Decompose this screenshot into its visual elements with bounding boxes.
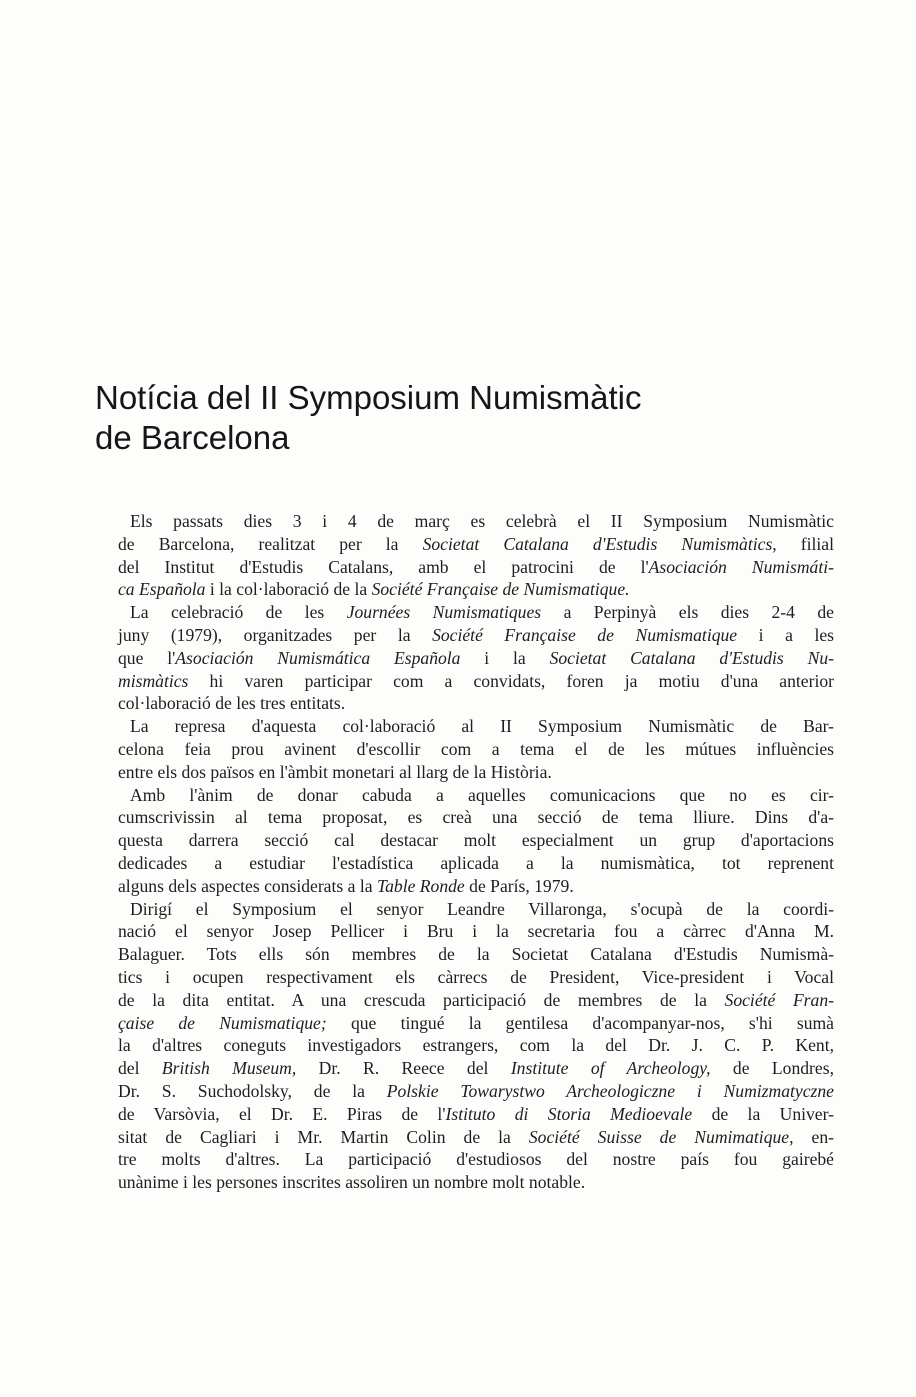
italic-run: çaise de Numismatique; [118,1012,327,1033]
text-run: Amb l'ànim de donar cabuda a aquelles comunicacions que no es cir- [130,784,834,805]
text-run: de la dita entitat. A una crescuda participació de membres de la [118,989,725,1010]
text-line [118,556,834,579]
text-line [118,852,834,875]
text-line [118,784,834,807]
italic-run: Société Fran- [724,989,834,1010]
text-run: cumscrivissin al tema proposat, es creà una secció de tema lliure. Dins d'a- [118,807,834,828]
italic-run: Asociación Numismáti- [648,556,834,577]
text-run: unànime i les persones inscrites assoliren un nombre molt notable. [118,1172,586,1193]
italic-run: Asociación Numismática Española [175,647,461,668]
italic-run: Société Suisse de Numimatique, [528,1126,794,1147]
text-line [118,670,834,693]
text-line [118,943,834,966]
text-run: de Barcelona, realitzat per la [118,533,423,554]
text-line [118,989,834,1012]
text-run: a Perpinyà els dies 2-4 de [541,602,834,623]
text-line [118,829,834,852]
text-run: alguns dels aspectes considerats a la [118,875,377,896]
text-run: filial [776,533,834,554]
text-run: sitat de Cagliari i Mr. Martin Colin de la [118,1126,529,1147]
italic-run: Societat Catalana d'Estudis Nu- [549,647,834,668]
italic-run: British Museum, [161,1058,297,1079]
text-line [118,738,834,761]
text-run: del [118,1058,162,1079]
text-run: tics i ocupen respectivament els càrrecs de President, Vice-president i Vocal [118,966,834,987]
text-run: entre els dos països en l'àmbit monetari al llarg de la Història. [118,761,552,782]
page-title-line-1: Notícia del II Symposium Numismàtic [95,379,642,416]
text-line [118,1148,834,1171]
text-run: de la Univer- [692,1103,834,1124]
text-line [118,715,834,738]
text-line [118,510,834,533]
text-run: Els passats dies 3 i 4 de març es celebrà el II Symposium Numismàtic [130,511,834,531]
italic-run: Journées Numismatiques [346,602,542,623]
text-run: de Varsòvia, el Dr. E. Piras de l' [118,1103,446,1124]
text-run: hi varen participar com a convidats, foren ja motiu d'una anterior [188,670,834,691]
paragraph [118,601,834,715]
text-line [118,966,834,989]
text-run: tre molts d'altres. La participació d'estudiosos del nostre país fou gairebé [118,1149,834,1170]
text-line [118,1057,834,1080]
italic-run: Polskie Towarystwo Archeologiczne i Numizmatyczne [386,1080,834,1101]
text-run: en- [793,1126,834,1147]
paragraph [118,898,834,1194]
page-title-line-2: de Barcelona [95,419,290,456]
page-title [95,378,855,458]
text-line [118,1171,834,1194]
text-run: que tingué la gentilesa d'acompanyar-nos, s'hi sumà [326,1012,834,1033]
text-run: questa darrera secció cal destacar molt especialment un grup d'aportacions [118,830,834,851]
text-line [118,692,834,715]
italic-run: Table Ronde [376,875,465,896]
text-run: Balaguer. Tots ells són membres de la Societat Catalana d'Estudis Numismà- [118,944,834,965]
text-line [118,578,834,601]
text-line [118,761,834,784]
italic-run: Institute of Archeology, [510,1058,711,1079]
text-run: la d'altres coneguts investigadors estrangers, com la del Dr. J. C. P. Kent, [118,1035,834,1056]
text-line [118,1012,834,1035]
text-run: de París, 1979. [464,875,574,896]
text-line [118,601,834,624]
italic-run: ca Española [118,579,206,600]
text-line [118,806,834,829]
italic-run: Société Française de Numismatique. [371,579,630,600]
text-run: i a les [737,624,835,645]
article-body [118,510,834,1194]
paragraph [118,510,834,601]
text-run: La represa d'aquesta col·laboració al II Symposium Numismàtic de Bar- [130,716,834,737]
paragraph [118,715,834,783]
text-run: dedicades a estudiar l'estadística aplicada a la numismàtica, tot reprenent [118,852,834,873]
text-run: celona feia prou avinent d'escollir com a tema el de les mútues influències [118,738,834,759]
text-line [118,898,834,921]
text-line [118,875,834,898]
text-line [118,1103,834,1126]
text-run: juny (1979), organitzades per la [118,624,433,645]
text-line [118,1126,834,1149]
paragraph [118,784,834,898]
text-run: de Londres, [710,1058,834,1079]
text-run: Dr. S. Suchodolsky, de la [118,1080,387,1101]
text-run: Dirigí el Symposium el senyor Leandre Villaronga, s'ocupà de la coordi- [130,898,834,919]
text-line [118,1080,834,1103]
text-run: Dr. R. Reece del [296,1058,511,1079]
text-line [118,624,834,647]
text-run: i la col·laboració de la [205,579,372,600]
text-run: col·laboració de les tres entitats. [118,693,346,714]
text-run: que l' [118,647,176,668]
text-run: nació el senyor Josep Pellicer i Bru i la secretaria fou a càrrec d'Anna M. [118,921,834,942]
text-run: del Institut d'Estudis Catalans, amb el patrocini de l' [118,556,649,577]
italic-run: mismàtics [118,670,189,691]
text-line [118,647,834,670]
text-run: La celebració de les [130,602,347,623]
text-line [118,920,834,943]
text-run: i la [460,647,550,668]
italic-run: Societat Catalana d'Estudis Numismàtics, [422,533,777,554]
text-line [118,533,834,556]
italic-run: Société Française de Numismatique [432,624,738,645]
italic-run: Istituto di Storia Medioevale [445,1103,693,1124]
text-line [118,1034,834,1057]
